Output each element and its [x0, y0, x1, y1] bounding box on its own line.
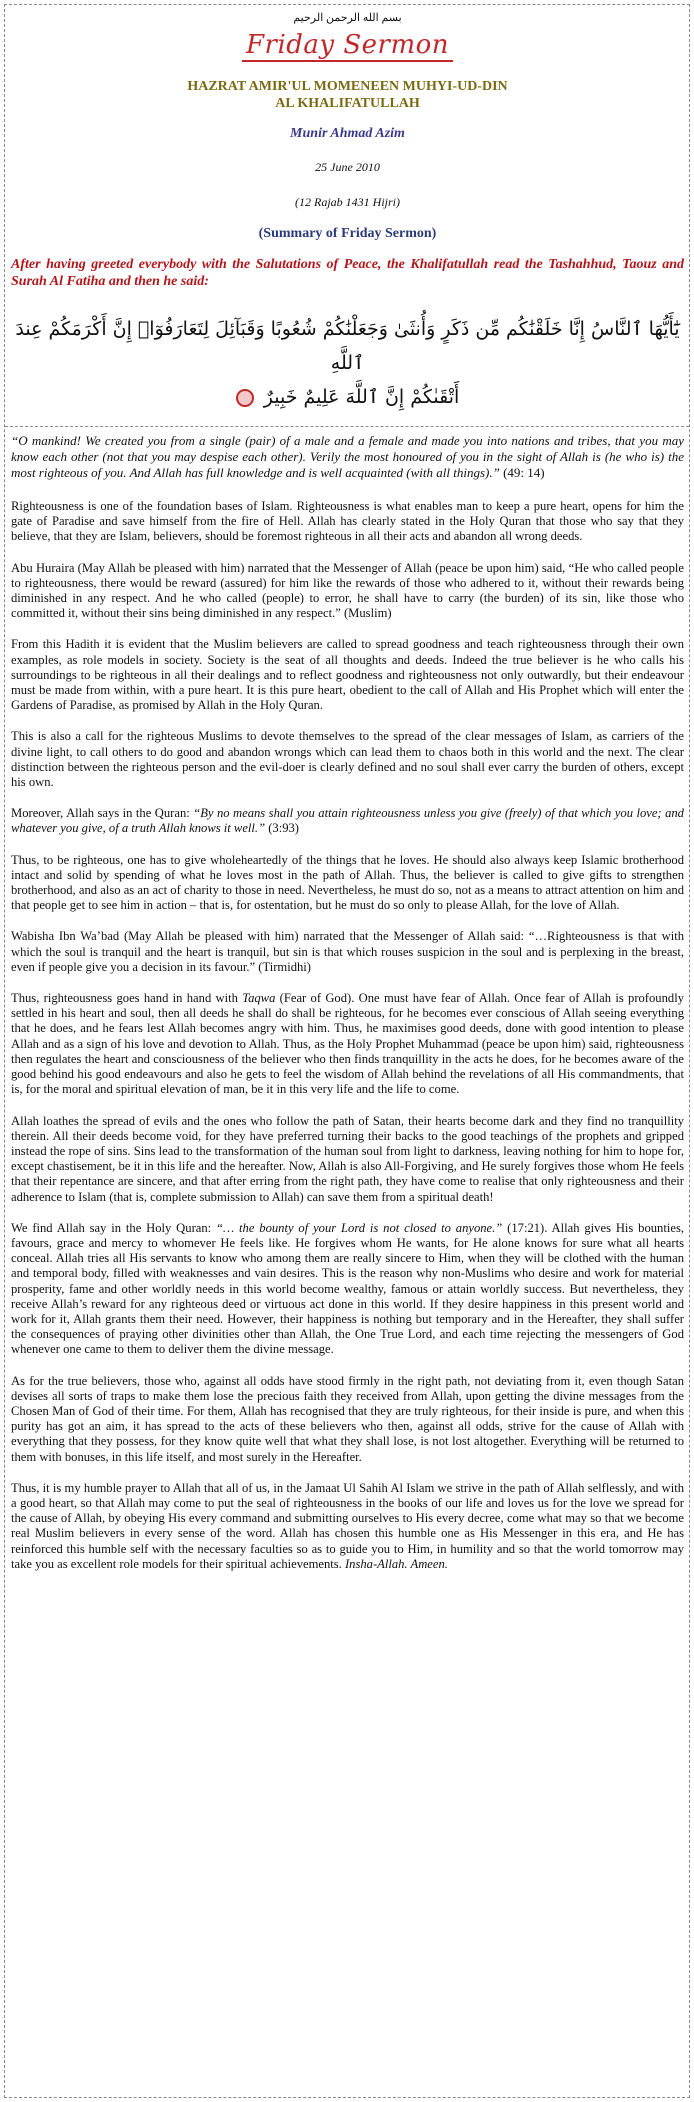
- sermon-date: 25 June 2010: [315, 160, 380, 174]
- arabic-line-2-text: أَتْقَىٰكُمْ إِنَّ ٱللَّهَ عَلِيمٌ خَبِيرٌ: [263, 386, 460, 408]
- arabic-line-1: يَٰٓأَيُّهَا ٱلنَّاسُ إِنَّا خَلَقْنَٰكُم مِّن ذَكَرٍ وَأُنثَىٰ وَجَعَلْنَٰكُمْ شُعُوبًا وَقَبَآئِلَ لِتَعَارَفُوٓا۟ إِنَّ أَكْرَمَكُمْ عِندَ ٱللَّهِ: [15, 318, 680, 374]
- intro-text: After having greeted everybody with the Salutations of Peace, the Khalifatullah read the Tashahhud, Taouz and Surah Al Fatiha and then he said:: [11, 257, 684, 289]
- taqwa-term: Taqwa: [242, 991, 276, 1006]
- paragraph-7: Wabisha Ibn Wa’bad (May Allah be pleased with him) narrated that the Messenger of Allah said: “…Righteousness is that with which the soul is tranquil and the heart is tranquil, but sin is that which rouses suspicion in the soul and is perplexing in the breast, even if people give you a decision in its favour.” (Tirmidhi): [11, 929, 684, 974]
- paragraph-8: [11, 991, 684, 1097]
- closing-prayer: Insha-Allah. Ameen.: [344, 1556, 448, 1571]
- paragraph-2: Abu Huraira (May Allah be pleased with him) narrated that the Messenger of Allah (peace be upon him) said, “He who called people to righteousness, there would be reward (assured) for him like the rewards of those who adhered to it, without their rewards being diminished in any respect. And he who called (people) to error, he shall have to carry (the burden) of its sin, like those who committed it, without their sins being diminished in any respect.” (Muslim): [11, 560, 684, 621]
- khalifa-line-1: HAZRAT AMIR'UL MOMENEEN MUHYI-UD-DIN: [187, 79, 508, 94]
- paragraph-10-rest: (17:21). Allah gives His bounties, favours, grace and mercy to whomever He feels like. He forgives whom He wants, for He alone knows for sure what all hearts conceal. Allah tries all His servants to know who among them are really sincere to Him, when they will be clothed with the human and temporal body, filled with weaknesses and vain desires. This is the reason why non-Muslims who desire and work for material prosperity, fame and other worldly needs in this world become wealthy, famous or attain worldly success. But nevertheless, they receive Allah’s reward for any righteous deed or virtuous act done in this world. If they desire happiness in this present world and work for it, Allah grants them their need. However, their happiness is nothing but temporary and in the Hereafter, they shall suffer the consequences of praying other divinities other than Allah, the One True Lord, and each time rejecting the messengers of God whenever one came to them to deliver them the divine message.: [11, 1220, 684, 1357]
- paragraph-6: Thus, to be righteous, one has to give wholeheartedly of the things that he loves. He should also always keep Islamic brotherhood intact and solid by spending of what he loves most in the path of Allah. Thus, the believer is called to give gifts to strengthen brotherhood, and also as an act of charity to those in need. Nevertheless, he must do so, not as a means to attract attention on him and that people get to see him in action – that is, for ostentation, but he must do so only to please Allah, for the love of Allah.: [11, 852, 684, 913]
- paragraph-5-start: Moreover, Allah says in the Quran:: [11, 806, 194, 821]
- arabic-line-2: [15, 380, 680, 414]
- verse-reference: (49: 14): [503, 465, 545, 480]
- sermon-title: [11, 30, 684, 60]
- ayah-end-icon: [236, 389, 254, 407]
- quran-verse-arabic: [15, 312, 680, 414]
- paragraph-3: From this Hadith it is evident that the Muslim believers are called to spread goodness and teach righteousness through their own examples, as role models in society. Society is the seat of all thoughts and deeds. Indeed the true believer is he who calls his surroundings to be righteous in all their dealings and to reflect goodness and righteousness not only outwardly, but their endeavour must be made from within, with a pure heart. It is this pure heart, obedient to the call of Allah and His Prophet which will enter the Gardens of Paradise, as promised by Allah in the Holy Quran.: [11, 637, 684, 713]
- paragraph-4: This is also a call for the righteous Muslims to devote themselves to the spread of the clear messages of Islam, as carriers of the divine light, to call others to do good and abandon wrongs which can lead them to chaos both in this world and the next. The clear distinction between the righteous person and the evil-doer is clearly defined and no soul shall ever carry the burden of others, except his own.: [11, 729, 684, 790]
- paragraph-5: [11, 806, 684, 836]
- verse-translation: [11, 433, 684, 481]
- paragraph-1: Righteousness is one of the foundation bases of Islam. Righteousness is what enables man to keep a pure heart, opens for him the gate of Paradise and save himself from the fire of Hell. Allah has clearly stated in the Holy Quran that those who say that they believe, that they are Islam, believers, should be foremost righteous in all their acts and abandon all wrong deeds.: [11, 499, 684, 544]
- paragraph-12: [11, 1481, 684, 1572]
- paragraph-12-start: Thus, it is my humble prayer to Allah that all of us, in the Jamaat Ul Sahih Al Islam we strive in the path of Allah selflessly, and with a good heart, so that Allah may come to put the seal of righteousness in the books of our life and loves us for the love we spread for the cause of Allah, by obeying His every command and submitting ourselves to His every decree, come what may so that we become real Muslim believers in every sense of the word. Allah has chosen this humble one as His Messenger in this era, and He has reinforced this humble self with the necessary faculties so as to guide you to Him, in humility and so that the world tomorrow may take you as excellent role models for their spiritual achievements.: [11, 1480, 684, 1571]
- khalifa-line-2: AL KHALIFATULLAH: [275, 96, 420, 111]
- paragraph-10: [11, 1221, 684, 1358]
- paragraph-5-ref: (3:93): [265, 821, 300, 836]
- verse-translation-text: “O mankind! We created you from a single (pair) of a male and a female and made you into nations and tribes, that you may know each other (not that you may despise each other). Verily the most honoured of you in the sight of Allah is (he who is) the most righteous of you. And Allah has full knowledge and is well acquainted (with all things).”: [11, 433, 684, 480]
- basmala: بسم الله الرحمن الرحيم: [293, 12, 402, 24]
- paragraph-10-start: We find Allah say in the Holy Quran:: [11, 1220, 216, 1235]
- sermon-title-text: Friday Sermon: [242, 30, 453, 62]
- paragraph-11: As for the true believers, those who, against all odds have stood firmly in the right path, not deviating from it, even though Satan devises all sorts of traps to make them lose the precious faith they received from Allah, upon getting the divine messages from the Chosen Man of God of their time. For them, Allah has recognised that they are truly righteous, for their inside is pure, and when this purity has got an aim, it has spread to the acts of these believers who then, against all odds, strive for the cause of Allah with everything that they possess, for they know quite well that what they shall lose, is not lost altogether. Everything will be returned to them with bonuses, in this life itself, and most surely in the Hereafter.: [11, 1373, 684, 1464]
- sermon-page: [4, 4, 690, 2098]
- paragraph-10-quote: “… the bounty of your Lord is not closed to anyone.”: [216, 1220, 503, 1235]
- summary-label: (Summary of Friday Sermon): [258, 226, 437, 241]
- paragraph-9: Allah loathes the spread of evils and the ones who follow the path of Satan, their hearts become dark and they find no tranquillity therein. All their deeds become void, for they have preferred turning their backs to the good teachings of the prophets and gripped instead the rope of sins. Sins lead to the transformation of the human soul from light to darkness, leaving nothing for him to hope for, except chastisement, be it in this life and the hereafter. Now, Allah is also All-Forgiving, and He surely forgives those whom He feels that their repentance are sincere, and that after erring from the right path, they have come to realise that only righteousness and their adherence to Islam (that is, complete submission to Allah) can save them from a spiritual death!: [11, 1113, 684, 1204]
- khalifa-heading: [11, 78, 684, 112]
- paragraph-8-rest: (Fear of God). One must have fear of Allah. Once fear of Allah is profoundly settled in his heart and soul, then all deeds he shall do shall be righteous, for he becomes ever conscious of Allah seeing everything that he does, and he fears lest Allah becomes angry with him. Thus, he maximises good deeds, done with good intention to please Allah and as a sign of his love and devotion to Allah. Thus, as the Holy Prophet Muhammad (peace be upon him) said, righteousness then regulates the heart and consciousness of the believer who then finds tranquillity in the acts he does, for he becomes aware of the good behind his good endeavours and also he gets to feel the wisdom of Allah behind the revelations of all His commandments, that is, for the moral and spiritual elevation of man, be it in this very life and the life to come.: [11, 991, 684, 1097]
- paragraph-8-start: Thus, righteousness goes hand in hand with: [11, 991, 243, 1006]
- hijri-date: (12 Rajab 1431 Hijri): [295, 195, 400, 209]
- paragraph-5-quote: “By no means shall you attain righteousness unless you give (freely) of that which you love; and whatever you give, of a truth Allah knows it well.”: [11, 806, 684, 836]
- author-name: Munir Ahmad Azim: [290, 126, 405, 141]
- divider: [5, 426, 689, 427]
